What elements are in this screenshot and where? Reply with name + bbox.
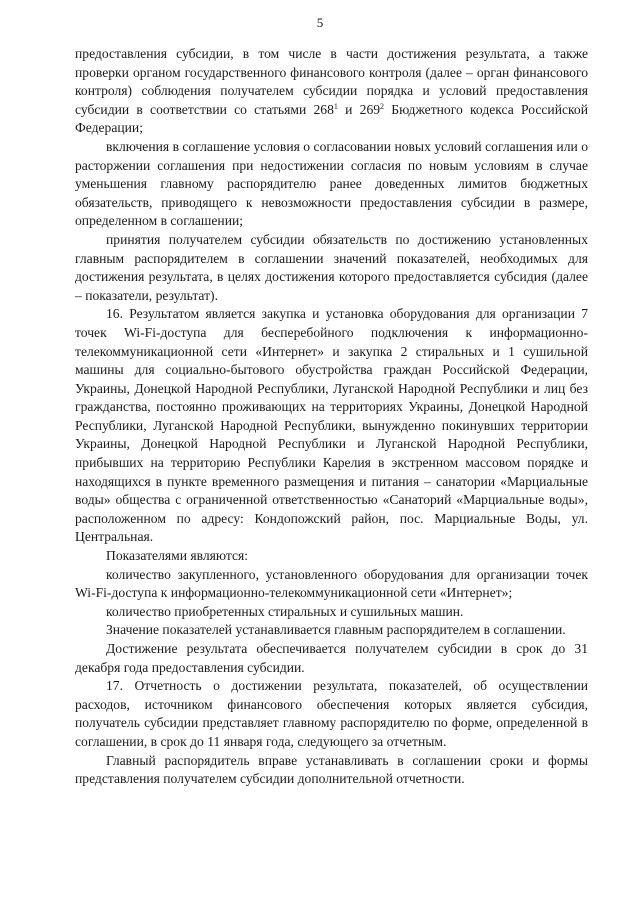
paragraph-text: Бюджетного кодекса Российской Федерации; <box>75 101 588 136</box>
paragraph-additional-reporting: Главный распорядитель вправе устанавливать в соглашении сроки и формы представления получателем субсидии дополнительной отчетности. <box>75 752 588 787</box>
paragraph-agreement-conditions: включения в соглашение условия о согласовании новых условий соглашения или о расторжении соглашения при недостижении согласия по новым условиям в случае уменьшения главному распорядителю ранее доведенных лимитов бюджетных обязательств, приводящего к невозможности предоставления субсидии в размере, определенном в соглашении; <box>75 138 588 229</box>
paragraph-indicators-heading: Показателями являются: <box>106 548 249 564</box>
paragraph-indicator-machines: количество приобретенных стиральных и сушильных машин. <box>106 603 464 619</box>
paragraph-text: предоставления субсидии, в том числе в части достижения результата, а также проверки органом государственного финансового контроля (далее – орган финансового контроля) соблюдения получателем субсидии порядка и условий предоставления субсидии в соответствии со статьями 268 <box>75 46 588 117</box>
paragraph-16-result: 16. Результатом является закупка и установка оборудования для организации 7 точек Wi-Fi-доступа для бесперебойного подключения к информационно-телекоммуникационной сети «Интернет» и закупка 2 стиральных и 1 сушильной машины для социально-бытового обустройства граждан Российской Федерации, Украины, Донецкой Народной Республики, Луганской Народной Республики и лиц без гражданства, постоянно проживающих на территориях Украины, Донецкой Народной Республики, Луганской Народной Республики, вынужденно покинувших территории Украины, Донецкой Народной Республики и Луганской Народной Республики, прибывших на территорию Республики Карелия в экстренном массовом порядке и находящихся в пункте временного размещения и питания – санатории «Марциальные воды» общества с ограниченной ответственностью «Санаторий «Марциальные воды», расположенном по адресу: Кондопожский район, пос. Марциальные Воды, ул. Центральная. <box>75 306 588 545</box>
page-number: 5 <box>316 15 324 30</box>
superscript: 2 <box>380 101 385 111</box>
paragraph-continuation <box>75 45 588 138</box>
paragraph-obligations: принятия получателем субсидии обязательств по достижению установленных главным распорядителем в соглашении значений показателей, необходимых для достижения результата, в целях достижения которого предоставляется субсидия (далее – показатели, результат). <box>75 231 588 303</box>
document-body <box>75 45 588 789</box>
paragraph-indicator-value: Значение показателей устанавливается главным распорядителем в соглашении. <box>106 622 566 638</box>
paragraph-17-reporting: 17. Отчетность о достижении результата, показателей, об осуществлении расходов, источником финансового обеспечения которых является субсидия, получатель субсидии представляет главному распорядителю по форме, определенной в соглашении, в срок до 11 января года, следующего за отчетным. <box>75 678 588 749</box>
paragraph-indicator-wifi: количество закупленного, установленного оборудования для организации точек Wi-Fi-доступа к информационно-телекоммуникационной сети «Интернет»; <box>75 566 588 601</box>
paragraph-deadline: Достижение результата обеспечивается получателем субсидии в срок до 31 декабря года предоставления субсидии. <box>75 641 588 675</box>
paragraph-text: и 269 <box>337 101 381 117</box>
superscript: 1 <box>333 101 338 111</box>
